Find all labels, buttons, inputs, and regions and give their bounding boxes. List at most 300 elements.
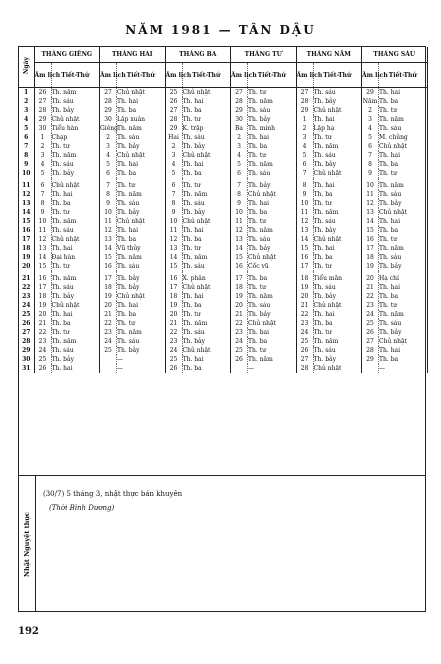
lunar-day-cell: 28: [34, 106, 51, 115]
day-number: 9: [19, 160, 34, 169]
weekday-cell: Th. ba: [313, 253, 362, 262]
lunar-day-cell: 29: [362, 355, 379, 364]
weekday-cell: Th. bảy: [379, 199, 428, 208]
weekday-cell: Th. bảy: [313, 160, 362, 169]
weekday-cell: Th. hai: [379, 88, 428, 98]
weekday-cell: Th. hai: [51, 310, 100, 319]
day-number: 31: [19, 364, 34, 373]
lunar-day-cell: 11: [34, 226, 51, 235]
calendar-row: [19, 208, 427, 217]
weekday-cell: Chủ nhật: [313, 235, 362, 244]
lunar-day-cell: 21: [165, 319, 182, 328]
lunar-day-cell: 22: [100, 319, 117, 328]
weekday-cell: Th. năm: [248, 160, 297, 169]
calendar-row: [19, 88, 427, 98]
weekday-cell: Th. bảy: [379, 328, 428, 337]
calendar-row: [19, 283, 427, 292]
weekday-cell: Th. năm: [182, 253, 231, 262]
weekday-cell: Lập xuân: [117, 115, 166, 124]
weekday-cell: Chủ nhật: [182, 151, 231, 160]
calendar-row: [19, 244, 427, 253]
day-number: 12: [19, 190, 34, 199]
lunar-day-cell: Ba: [231, 124, 248, 133]
lunar-day-cell: [362, 364, 379, 373]
lunar-day-cell: 8: [296, 178, 313, 190]
lunar-day-cell: 19: [362, 262, 379, 271]
weekday-cell: Th. ba: [379, 292, 428, 301]
weekday-subheader: Tiết-Thứ: [117, 63, 166, 88]
weekday-cell: Th. năm: [379, 115, 428, 124]
lunar-day-cell: 12: [100, 226, 117, 235]
weekday-cell: Th. sáu: [51, 97, 100, 106]
weekday-cell: Th. bảy: [379, 262, 428, 271]
lunar-day-cell: 8: [165, 199, 182, 208]
notes-label-cell: [19, 476, 36, 612]
month-header: THÁNG TƯ: [231, 47, 297, 63]
weekday-cell: Th. hai: [182, 292, 231, 301]
weekday-cell: Th. bảy: [313, 226, 362, 235]
weekday-cell: Đại hàn: [51, 253, 100, 262]
weekday-cell: Th. tư: [248, 346, 297, 355]
weekday-cell: Th. tư: [182, 178, 231, 190]
weekday-cell: Th. hai: [313, 310, 362, 319]
lunar-day-cell: [231, 364, 248, 373]
weekday-cell: X. phân: [182, 271, 231, 283]
weekday-cell: Th. ba: [182, 301, 231, 310]
day-number: 14: [19, 208, 34, 217]
lunar-day-cell: 18: [100, 283, 117, 292]
weekday-cell: Th. bảy: [117, 283, 166, 292]
weekday-cell: Th. bảy: [182, 208, 231, 217]
lunar-day-cell: 30: [231, 115, 248, 124]
day-number: 26: [19, 319, 34, 328]
lunar-day-cell: 26: [362, 328, 379, 337]
lunar-day-cell: 15: [165, 262, 182, 271]
lunar-day-cell: 16: [100, 262, 117, 271]
weekday-cell: Chủ nhật: [379, 142, 428, 151]
weekday-cell: Chủ nhật: [117, 151, 166, 160]
weekday-cell: Th. sáu: [117, 262, 166, 271]
day-number: 25: [19, 310, 34, 319]
weekday-cell: M. chủng: [379, 133, 428, 142]
lunar-day-cell: 4: [231, 151, 248, 160]
weekday-cell: Th. ba: [248, 208, 297, 217]
lunar-day-cell: 28: [296, 97, 313, 106]
lunar-day-cell: 18: [231, 283, 248, 292]
weekday-cell: Chủ nhật: [313, 106, 362, 115]
day-number: 29: [19, 346, 34, 355]
lunar-day-cell: 4: [34, 160, 51, 169]
lunar-day-cell: 20: [362, 271, 379, 283]
weekday-cell: Th. bảy: [117, 271, 166, 283]
weekday-cell: Th. năm: [379, 178, 428, 190]
lunar-day-cell: 9: [231, 199, 248, 208]
lunar-day-cell: 25: [100, 346, 117, 355]
lunar-day-cell: 3: [165, 151, 182, 160]
lunar-day-cell: 24: [100, 337, 117, 346]
weekday-cell: Th. năm: [117, 253, 166, 262]
lunar-day-cell: 26: [165, 97, 182, 106]
weekday-cell: Chủ nhật: [182, 88, 231, 98]
lunar-subheader: Âm lịch: [165, 63, 182, 88]
lunar-day-cell: 16: [362, 235, 379, 244]
weekday-cell: Th. hai: [379, 283, 428, 292]
day-number: 20: [19, 262, 34, 271]
weekday-cell: Th. sáu: [313, 217, 362, 226]
lunar-day-cell: 2: [231, 133, 248, 142]
weekday-cell: Th. ba: [51, 319, 100, 328]
lunar-day-cell: 13: [362, 208, 379, 217]
day-number: 22: [19, 283, 34, 292]
lunar-day-cell: 25: [34, 355, 51, 364]
weekday-cell: Th. ba: [313, 319, 362, 328]
lunar-day-cell: 6: [165, 178, 182, 190]
weekday-cell: Cốc vũ: [248, 262, 297, 271]
lunar-day-cell: 7: [362, 151, 379, 160]
lunar-day-cell: 13: [100, 235, 117, 244]
lunar-day-cell: 28: [165, 115, 182, 124]
weekday-cell: Th. ba: [182, 235, 231, 244]
weekday-cell: Th. ba: [51, 199, 100, 208]
weekday-cell: Th. hai: [182, 355, 231, 364]
lunar-day-cell: 18: [165, 292, 182, 301]
calendar-row: [19, 199, 427, 208]
weekday-cell: Th. ba: [313, 190, 362, 199]
day-number: 15: [19, 217, 34, 226]
weekday-cell: Chủ nhật: [51, 178, 100, 190]
page-title: NĂM 1981 — TÂN DẬU: [125, 23, 316, 37]
lunar-day-cell: 17: [362, 244, 379, 253]
lunar-day-cell: 9: [100, 199, 117, 208]
weekday-cell: Th. tư: [51, 208, 100, 217]
lunar-day-cell: 9: [34, 208, 51, 217]
calendar-row: [19, 217, 427, 226]
lunar-day-cell: 14: [296, 235, 313, 244]
day-number: 24: [19, 301, 34, 310]
calendar-row: [19, 115, 427, 124]
weekday-cell: Th. năm: [51, 271, 100, 283]
calendar-row: [19, 97, 427, 106]
lunar-day-cell: 17: [165, 283, 182, 292]
page-number: 192: [18, 626, 39, 637]
lunar-day-cell: 5: [296, 151, 313, 160]
weekday-cell: —: [248, 364, 297, 373]
lunar-day-cell: 3: [296, 133, 313, 142]
day-number: 10: [19, 169, 34, 178]
lunar-day-cell: 27: [165, 106, 182, 115]
weekday-cell: Chủ nhật: [51, 235, 100, 244]
weekday-cell: Th. sáu: [248, 106, 297, 115]
weekday-cell: Th. tư: [51, 328, 100, 337]
lunar-day-cell: 2: [362, 106, 379, 115]
weekday-cell: Th. sáu: [117, 133, 166, 142]
lunar-day-cell: 27: [362, 337, 379, 346]
weekday-cell: Th. năm: [182, 190, 231, 199]
lunar-day-cell: 11: [165, 226, 182, 235]
calendar-frame: [18, 46, 426, 612]
weekday-subheader: Tiết-Thứ: [51, 63, 100, 88]
lunar-day-cell: 19: [296, 283, 313, 292]
lunar-day-cell: 19: [231, 292, 248, 301]
weekday-cell: Th. ba: [182, 364, 231, 373]
month-header: THÁNG NĂM: [296, 47, 362, 63]
calendar-row: [19, 262, 427, 271]
day-number: 28: [19, 337, 34, 346]
lunar-day-cell: 9: [165, 208, 182, 217]
weekday-cell: Th. tư: [248, 151, 297, 160]
weekday-cell: Th. năm: [51, 337, 100, 346]
weekday-cell: Th. sáu: [248, 301, 297, 310]
lunar-day-cell: 4: [362, 124, 379, 133]
lunar-day-cell: 18: [296, 271, 313, 283]
calendar-table: [19, 47, 428, 373]
weekday-cell: Th. hai: [182, 160, 231, 169]
lunar-day-cell: 7: [34, 190, 51, 199]
weekday-cell: Lập hạ: [313, 124, 362, 133]
lunar-day-cell: 12: [165, 235, 182, 244]
lunar-day-cell: 8: [231, 190, 248, 199]
weekday-cell: Th. ba: [117, 169, 166, 178]
lunar-day-cell: 22: [34, 328, 51, 337]
lunar-day-cell: 23: [100, 328, 117, 337]
weekday-cell: Th. năm: [313, 142, 362, 151]
weekday-cell: Th. bảy: [248, 244, 297, 253]
weekday-cell: Th. ba: [182, 106, 231, 115]
calendar-row: [19, 169, 427, 178]
weekday-subheader: Tiết-Thứ: [379, 63, 428, 88]
weekday-cell: Th. năm: [51, 88, 100, 98]
weekday-cell: Th. hai: [117, 301, 166, 310]
weekday-cell: —: [379, 364, 428, 373]
weekday-cell: Th. tư: [313, 199, 362, 208]
weekday-cell: Th. hai: [379, 217, 428, 226]
lunar-day-cell: 23: [362, 301, 379, 310]
calendar-row: [19, 271, 427, 283]
lunar-day-cell: 27: [296, 88, 313, 98]
weekday-cell: Th. ba: [182, 169, 231, 178]
lunar-day-cell: 21: [34, 319, 51, 328]
lunar-day-cell: 27: [34, 97, 51, 106]
lunar-day-cell: 2: [100, 133, 117, 142]
lunar-day-cell: 24: [296, 328, 313, 337]
weekday-cell: Th. sáu: [51, 346, 100, 355]
lunar-day-cell: 30: [100, 115, 117, 124]
weekday-cell: Chủ nhật: [248, 319, 297, 328]
lunar-day-cell: 7: [100, 178, 117, 190]
lunar-day-cell: 14: [165, 253, 182, 262]
lunar-day-cell: 9: [362, 169, 379, 178]
lunar-day-cell: 20: [296, 292, 313, 301]
lunar-day-cell: 25: [362, 319, 379, 328]
weekday-cell: Th. hai: [51, 244, 100, 253]
day-number: 30: [19, 355, 34, 364]
weekday-cell: Th. năm: [117, 124, 166, 133]
lunar-day-cell: 5: [362, 133, 379, 142]
weekday-cell: Th. tư: [117, 319, 166, 328]
weekday-cell: Th. năm: [117, 328, 166, 337]
lunar-day-cell: 16: [34, 271, 51, 283]
lunar-day-cell: 1: [34, 133, 51, 142]
day-number: 2: [19, 97, 34, 106]
lunar-day-cell: 6: [34, 178, 51, 190]
weekday-cell: Th. hai: [51, 364, 100, 373]
weekday-cell: Th. năm: [248, 226, 297, 235]
weekday-cell: Th. tư: [248, 88, 297, 98]
calendar-row: [19, 178, 427, 190]
lunar-day-cell: 2: [165, 142, 182, 151]
calendar-row: [19, 226, 427, 235]
weekday-cell: Th. tư: [313, 262, 362, 271]
lunar-day-cell: 19: [165, 301, 182, 310]
weekday-cell: Th. hai: [182, 226, 231, 235]
lunar-day-cell: 13: [231, 235, 248, 244]
lunar-subheader: Âm lịch: [100, 63, 117, 88]
lunar-day-cell: 14: [362, 217, 379, 226]
lunar-day-cell: 27: [296, 355, 313, 364]
lunar-day-cell: 22: [165, 328, 182, 337]
weekday-cell: Th. sáu: [379, 190, 428, 199]
weekday-cell: Hạ chí: [379, 271, 428, 283]
weekday-cell: Th. tư: [248, 283, 297, 292]
lunar-day-cell: 29: [362, 88, 379, 98]
weekday-cell: Th. năm: [182, 319, 231, 328]
lunar-day-cell: 24: [165, 346, 182, 355]
weekday-cell: Th. bảy: [248, 310, 297, 319]
weekday-cell: Th. bảy: [51, 292, 100, 301]
lunar-day-cell: 13: [296, 226, 313, 235]
lunar-day-cell: 7: [165, 190, 182, 199]
weekday-cell: Th. ba: [248, 337, 297, 346]
weekday-cell: Th. năm: [379, 310, 428, 319]
weekday-cell: Th. tư: [182, 310, 231, 319]
lunar-day-cell: 4: [100, 151, 117, 160]
weekday-subheader: Tiết-Thứ: [313, 63, 362, 88]
lunar-subheader: Âm lịch: [296, 63, 313, 88]
weekday-cell: K. trập: [182, 124, 231, 133]
weekday-cell: Th. năm: [313, 208, 362, 217]
weekday-cell: Th. sáu: [117, 337, 166, 346]
lunar-day-cell: 1: [296, 115, 313, 124]
weekday-cell: —: [117, 364, 166, 373]
weekday-cell: Th. hai: [117, 226, 166, 235]
lunar-day-cell: 4: [165, 160, 182, 169]
day-number: 7: [19, 142, 34, 151]
lunar-day-cell: 30: [34, 124, 51, 133]
weekday-cell: Th. bảy: [248, 178, 297, 190]
weekday-cell: Th. bảy: [51, 355, 100, 364]
day-number: 27: [19, 328, 34, 337]
notes-label: Nhật Nguyệt thực: [23, 511, 31, 577]
eclipse-note-source: (Thời Bình Dương): [49, 504, 115, 512]
month-header: THÁNG HAI: [100, 47, 166, 63]
weekday-subheader: Tiết-Thứ: [248, 63, 297, 88]
lunar-day-cell: 15: [231, 253, 248, 262]
weekday-cell: Th. tư: [379, 235, 428, 244]
lunar-day-cell: 17: [231, 271, 248, 283]
weekday-cell: Chủ nhật: [379, 337, 428, 346]
day-column-label: Ngày: [22, 56, 30, 75]
weekday-cell: Th. sáu: [248, 235, 297, 244]
lunar-day-cell: 29: [34, 115, 51, 124]
weekday-cell: Th. năm: [313, 337, 362, 346]
calendar-row: [19, 301, 427, 310]
weekday-cell: Th. hai: [117, 97, 166, 106]
lunar-day-cell: 29: [231, 106, 248, 115]
lunar-day-cell: 10: [231, 208, 248, 217]
weekday-cell: Th. sáu: [182, 262, 231, 271]
day-number: 18: [19, 244, 34, 253]
weekday-subheader: Tiết-Thứ: [182, 63, 231, 88]
weekday-cell: Th. ba: [379, 97, 428, 106]
weekday-cell: Th. ba: [248, 271, 297, 283]
weekday-cell: Th. tư: [313, 133, 362, 142]
lunar-day-cell: 17: [296, 262, 313, 271]
lunar-day-cell: 10: [296, 199, 313, 208]
lunar-subheader: Âm lịch: [231, 63, 248, 88]
lunar-day-cell: 21: [362, 283, 379, 292]
lunar-day-cell: 20: [34, 310, 51, 319]
lunar-day-cell: 10: [34, 217, 51, 226]
weekday-cell: Chủ nhật: [313, 364, 362, 373]
day-number: 1: [19, 88, 34, 98]
calendar-row: [19, 160, 427, 169]
weekday-cell: Th. hai: [313, 178, 362, 190]
weekday-cell: Th. sáu: [379, 124, 428, 133]
lunar-subheader: Âm lịch: [362, 63, 379, 88]
calendar-row: [19, 235, 427, 244]
weekday-cell: Th. tư: [379, 106, 428, 115]
lunar-day-cell: 10: [362, 178, 379, 190]
lunar-day-cell: 6: [100, 169, 117, 178]
weekday-cell: Th. tư: [379, 301, 428, 310]
lunar-day-cell: Năm: [362, 98, 378, 105]
lunar-day-cell: 13: [165, 244, 182, 253]
eclipse-note: (30/7) 5 tháng 3, nhật thực bán khuyên: [43, 490, 183, 498]
lunar-day-cell: 5: [34, 169, 51, 178]
day-number: 17: [19, 235, 34, 244]
lunar-day-cell: 14: [100, 244, 117, 253]
day-number: 23: [19, 292, 34, 301]
weekday-cell: Chủ nhật: [51, 115, 100, 124]
weekday-cell: Th. tư: [379, 169, 428, 178]
weekday-cell: Th. ba: [248, 142, 297, 151]
weekday-cell: Th. ba: [379, 226, 428, 235]
lunar-day-cell: 2: [34, 142, 51, 151]
eclipse-notes-section: [19, 475, 425, 612]
weekday-cell: Th. ba: [379, 355, 428, 364]
lunar-day-cell: 23: [296, 319, 313, 328]
weekday-cell: Th. bảy: [117, 142, 166, 151]
lunar-day-cell: 20: [231, 301, 248, 310]
lunar-day-cell: 25: [165, 88, 182, 98]
weekday-cell: Th. hai: [313, 244, 362, 253]
weekday-cell: Th. sáu: [117, 199, 166, 208]
weekday-cell: Th. bảy: [313, 292, 362, 301]
lunar-day-cell: 28: [100, 97, 117, 106]
lunar-day-cell: 6: [231, 169, 248, 178]
lunar-day-cell: 15: [362, 226, 379, 235]
day-number: 8: [19, 151, 34, 160]
lunar-day-cell: [100, 364, 117, 373]
weekday-cell: Th. bảy: [248, 115, 297, 124]
lunar-day-cell: 14: [231, 244, 248, 253]
lunar-day-cell: 12: [231, 226, 248, 235]
weekday-cell: Th. sáu: [182, 328, 231, 337]
weekday-cell: Th. năm: [248, 355, 297, 364]
weekday-cell: Chủ nhật: [182, 283, 231, 292]
lunar-day-cell: 19: [34, 301, 51, 310]
lunar-day-cell: 3: [231, 142, 248, 151]
